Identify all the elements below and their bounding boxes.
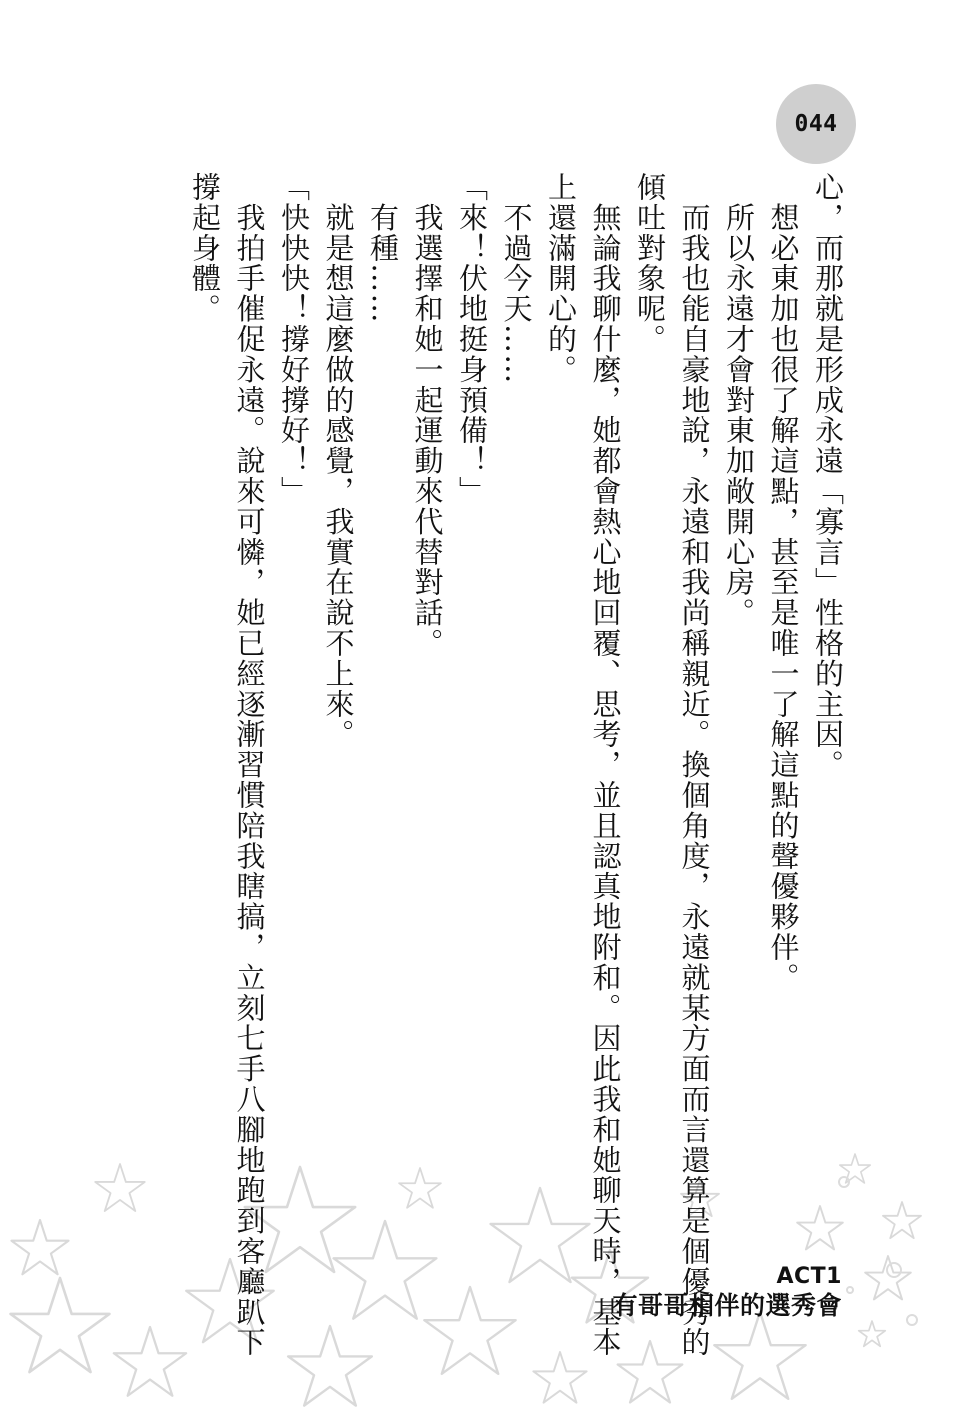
text-column: 上還滿開心的。 <box>544 172 578 385</box>
chapter-title: 有哥哥相伴的選秀會 <box>612 1291 842 1320</box>
text-column: 而我也能自豪地說，永遠和我尚稱親近。換個角度，永遠就某方面而言還算是個優秀的 <box>677 172 712 1358</box>
text-column: 心，而那就是形成永遠「寡言」性格的主因。 <box>811 172 845 780</box>
page-number: 044 <box>794 111 838 137</box>
chapter-footer <box>612 1264 842 1322</box>
text-column: 想必東加也很了解這點，甚至是唯一了解這點的聲優夥伴。 <box>766 172 801 993</box>
text-column: 我選擇和她一起運動來代替對話。 <box>410 172 445 659</box>
chapter-act-label: ACT1 <box>776 1264 842 1289</box>
text-column: 就是想這麼做的感覺，我實在說不上來。 <box>321 172 356 750</box>
text-column: 有種…… <box>366 172 400 324</box>
text-column: 撐起身體。 <box>188 172 222 324</box>
text-column: 「快快快！撐好撐好！」 <box>277 172 311 507</box>
text-column: 「來！伏地挺身預備！」 <box>455 172 489 507</box>
text-column: 不過今天…… <box>499 172 534 385</box>
text-column: 傾吐對象呢。 <box>633 172 667 355</box>
text-column: 所以永遠才會對東加敞開心房。 <box>722 172 756 628</box>
page-number-badge <box>776 84 856 164</box>
text-column: 我拍手催促永遠。說來可憐，她已經逐漸習慣陪我瞎搞，立刻七手八腳地跑到客廳趴下 <box>232 172 267 1358</box>
text-column: 無論我聊什麼，她都會熱心地回覆、思考，並且認真地附和。因此我和她聊天時，基本 <box>588 172 623 1358</box>
